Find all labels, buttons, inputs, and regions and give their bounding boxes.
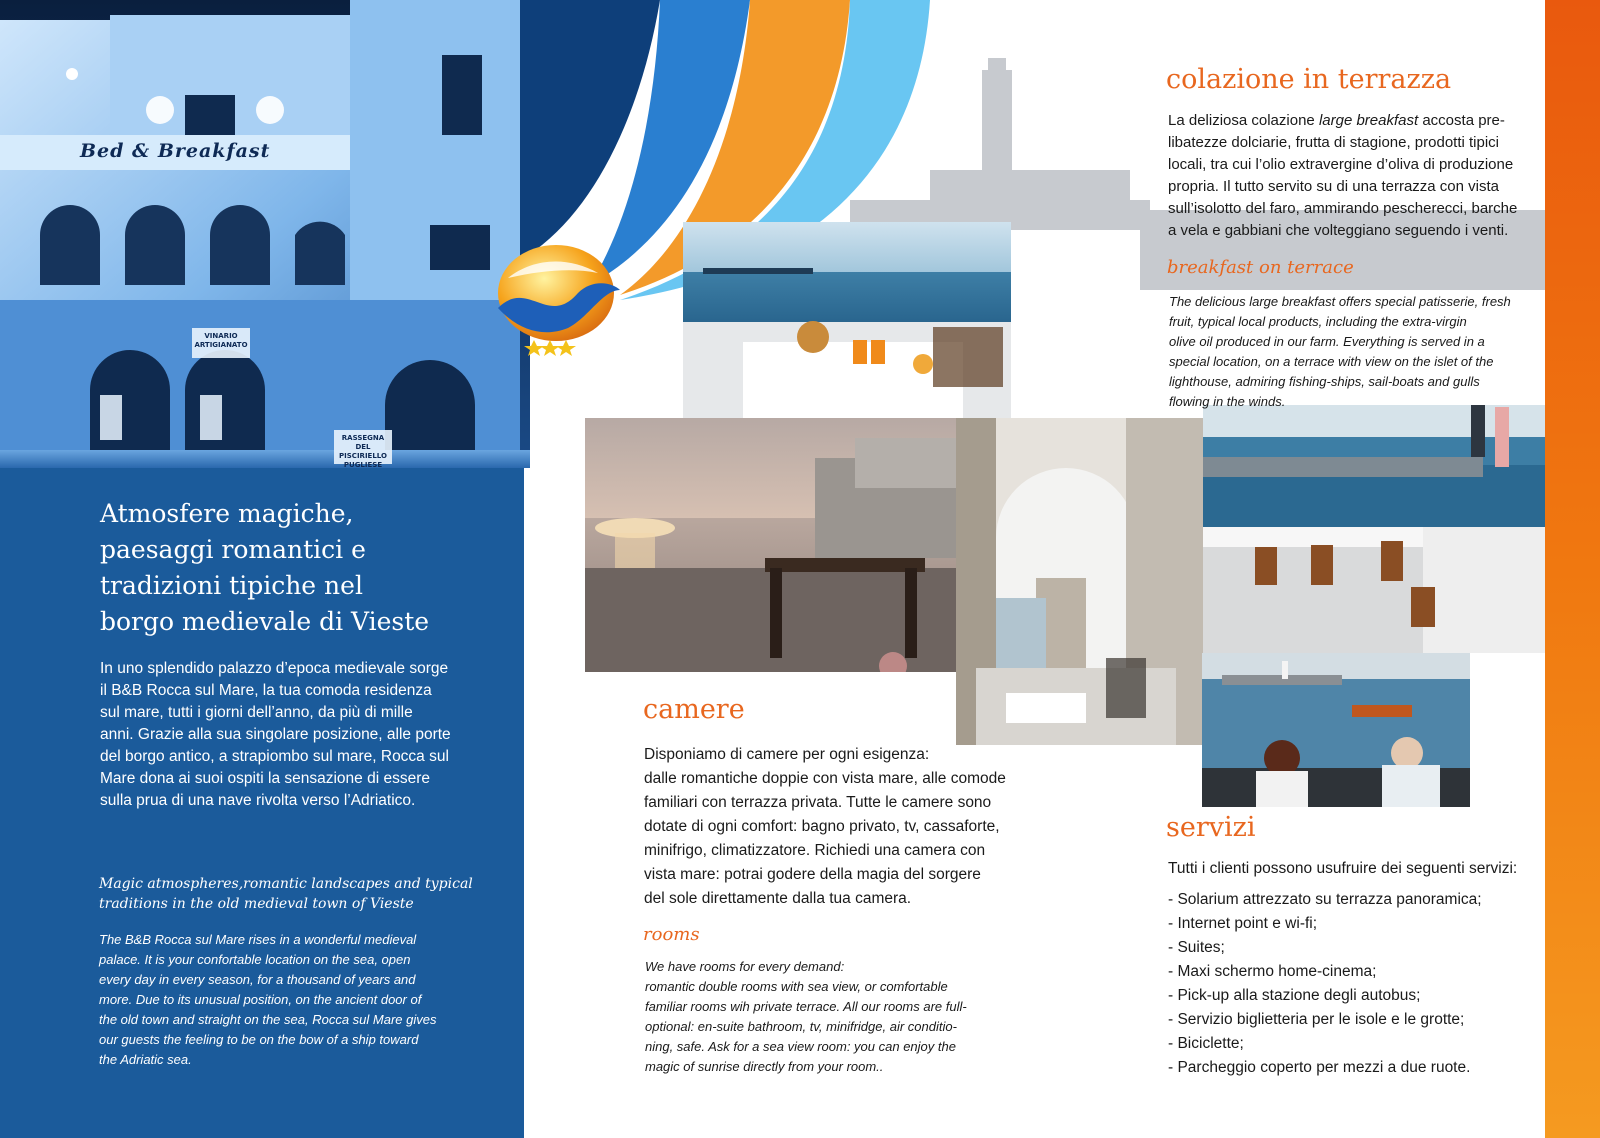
intro-body-line: sul mare, tutti i giorni dell’anno, da più di mille	[100, 704, 413, 721]
services-list-item: - Internet point e wi-fi;	[1168, 915, 1318, 932]
hero-sign: Bed & Breakfast	[80, 140, 271, 162]
rooms-body-en-line: We have rooms for every demand:	[645, 959, 845, 974]
services-list-item: - Parcheggio coperto per mezzi a due ruote.	[1168, 1059, 1471, 1076]
rooms-body-line: Disponiamo di camere per ogni esigenza:	[644, 746, 930, 763]
services-list-item: - Biciclette;	[1168, 1035, 1244, 1052]
hero-shop-sign: VINARIO ARTIGIANATO	[194, 332, 248, 349]
bb-sun-logo-icon	[488, 238, 628, 358]
intro-title-en-line: traditions in the old medieval town of Vieste	[99, 896, 414, 912]
breakfast-body-en-line: lighthouse, admiring fishing-ships, sail-boats and gulls	[1169, 374, 1480, 389]
breakfast-body-en-line: special location, on a terrace with view on the islet of the	[1169, 354, 1494, 369]
hero-photo	[0, 0, 530, 468]
rooms-body-en-line: optional: en-suite bathroom, tv, minifridge, air conditio-	[645, 1019, 957, 1034]
intro-body-line: anni. Grazie alla sua singolare posizione, alle porte	[100, 726, 451, 743]
intro-title-it	[100, 496, 429, 640]
intro-body-en-line: our guests the feeling to be on the bow of a ship toward	[99, 1032, 419, 1047]
intro-body-en-line: more. Due to its unusual position, on the ancient door of	[99, 992, 422, 1007]
services-list-item: - Suites;	[1168, 939, 1225, 956]
breakfast-body-line: propria. Il tutto servito su di una terrazza con vista	[1168, 178, 1499, 195]
intro-body-en-line: the old town and straight on the sea, Rocca sul Mare gives	[99, 1012, 437, 1027]
rooms-body-en	[645, 957, 967, 1077]
services-list-item: - Solarium attrezzato su terrazza panoramica;	[1168, 891, 1482, 908]
intro-title-line: tradizioni tipiche nel	[100, 571, 363, 600]
intro-body-en	[99, 930, 436, 1070]
intro-title-line: Atmosfere magiche,	[100, 499, 354, 528]
intro-body-line: Mare dona ai suoi ospiti la sensazione di essere	[100, 770, 430, 787]
breakfast-body-line: a vela e gabbiani che volteggiano seguendo i venti.	[1168, 222, 1509, 239]
arch-photo	[956, 418, 1203, 745]
intro-body-en-line: The B&B Rocca sul Mare rises in a wonderful medieval	[99, 932, 417, 947]
hero-illustration	[0, 0, 530, 468]
couple-photo	[1202, 653, 1470, 807]
services-heading: servizi	[1166, 812, 1256, 843]
services-list	[1168, 888, 1482, 1080]
breakfast-heading-en: breakfast on terrace	[1167, 257, 1354, 278]
sailboats-photo	[1203, 405, 1545, 527]
breakfast-heading-it: colazione in terrazza	[1166, 64, 1452, 95]
rooms-body-line: familiari con terrazza privata. Tutte le camere sono	[644, 794, 992, 811]
intro-title-line: borgo medievale di Vieste	[100, 607, 430, 636]
rooms-body-en-line: familiar rooms wih private terrace. All our rooms are full-	[645, 999, 967, 1014]
orange-strip	[1545, 0, 1600, 1138]
services-list-item: - Maxi schermo home-cinema;	[1168, 963, 1377, 980]
hero-shop-sign-2: RASSEGNA DEL PISCIRIELLO PUGLIESE	[339, 434, 387, 469]
intro-title-line: paesaggi romantici e	[100, 535, 366, 564]
breakfast-photo	[683, 222, 1011, 418]
breakfast-body-line: libatezze dolciarie, frutta di stagione, prodotti tipici	[1168, 134, 1500, 151]
sunset-photo	[585, 418, 960, 672]
breakfast-body-en-line: olive oil produced in our farm. Everything is served in a	[1169, 334, 1485, 349]
breakfast-body-en-line: fruit, typical local products, including the extra-virgin	[1169, 314, 1467, 329]
intro-body-line: In uno splendido palazzo d’epoca medievale sorge	[100, 660, 449, 677]
intro-title-en	[99, 874, 473, 914]
breakfast-body-it	[1168, 110, 1517, 242]
services-intro: Tutti i clienti possono usufruire dei seguenti servizi:	[1168, 860, 1518, 877]
rooms-body-it	[644, 743, 1006, 911]
breakfast-body-en-line: flowing in the winds.	[1169, 394, 1286, 409]
rooms-body-line: dotate di ogni comfort: bagno privato, tv, cassaforte,	[644, 818, 1000, 835]
intro-body-en-line: the Adriatic sea.	[99, 1052, 192, 1067]
intro-body-line: il B&B Rocca sul Mare, la tua comoda residenza	[100, 682, 432, 699]
rooms-body-line: del sole direttamente dalla tua camera.	[644, 890, 912, 907]
rooms-heading-en: rooms	[643, 924, 700, 945]
solarium-photo	[1203, 527, 1545, 653]
intro-body-it	[100, 658, 451, 812]
breakfast-body-line: locali, tra cui l’olio extravergine d’oliva di produzione	[1168, 156, 1514, 173]
rooms-body-line: vista mare: potrai godere della magia del sorgere	[644, 866, 981, 883]
rooms-body-line: minifrigo, climatizzatore. Richiedi una camera con	[644, 842, 986, 859]
breakfast-body-en-line: The delicious large breakfast offers special patisserie, fresh	[1169, 294, 1511, 309]
services-list-item: - Pick-up alla stazione degli autobus;	[1168, 987, 1421, 1004]
rooms-body-en-line: romantic double rooms with sea view, or comfortable	[645, 979, 948, 994]
intro-body-line: sulla prua di una nave rivolta verso l’Adriatico.	[100, 792, 416, 809]
intro-title-en-line: Magic atmospheres,romantic landscapes and typical	[99, 876, 473, 892]
intro-body-en-line: palace. It is your confortable location on the sea, open	[99, 952, 411, 967]
breakfast-body-en	[1169, 292, 1511, 412]
services-list-item: - Servizio biglietteria per le isole e le grotte;	[1168, 1011, 1465, 1028]
rooms-body-en-line: magic of sunrise directly from your room..	[645, 1059, 884, 1074]
rooms-body-en-line: ning, safe. Ask for a sea view room: you can enjoy the	[645, 1039, 956, 1054]
intro-body-en-line: every day in every season, for a thousand of years and	[99, 972, 416, 987]
breakfast-body-line: sull’isolotto del faro, ammirando pescherecci, barche	[1168, 200, 1518, 217]
rooms-heading-it: camere	[643, 694, 745, 725]
breakfast-body-line: La deliziosa colazione large breakfast accosta pre-	[1168, 112, 1505, 129]
rooms-body-line: dalle romantiche doppie con vista mare, alle comode	[644, 770, 1006, 787]
intro-body-line: del borgo antico, a strapiombo sul mare, Rocca sul	[100, 748, 449, 765]
